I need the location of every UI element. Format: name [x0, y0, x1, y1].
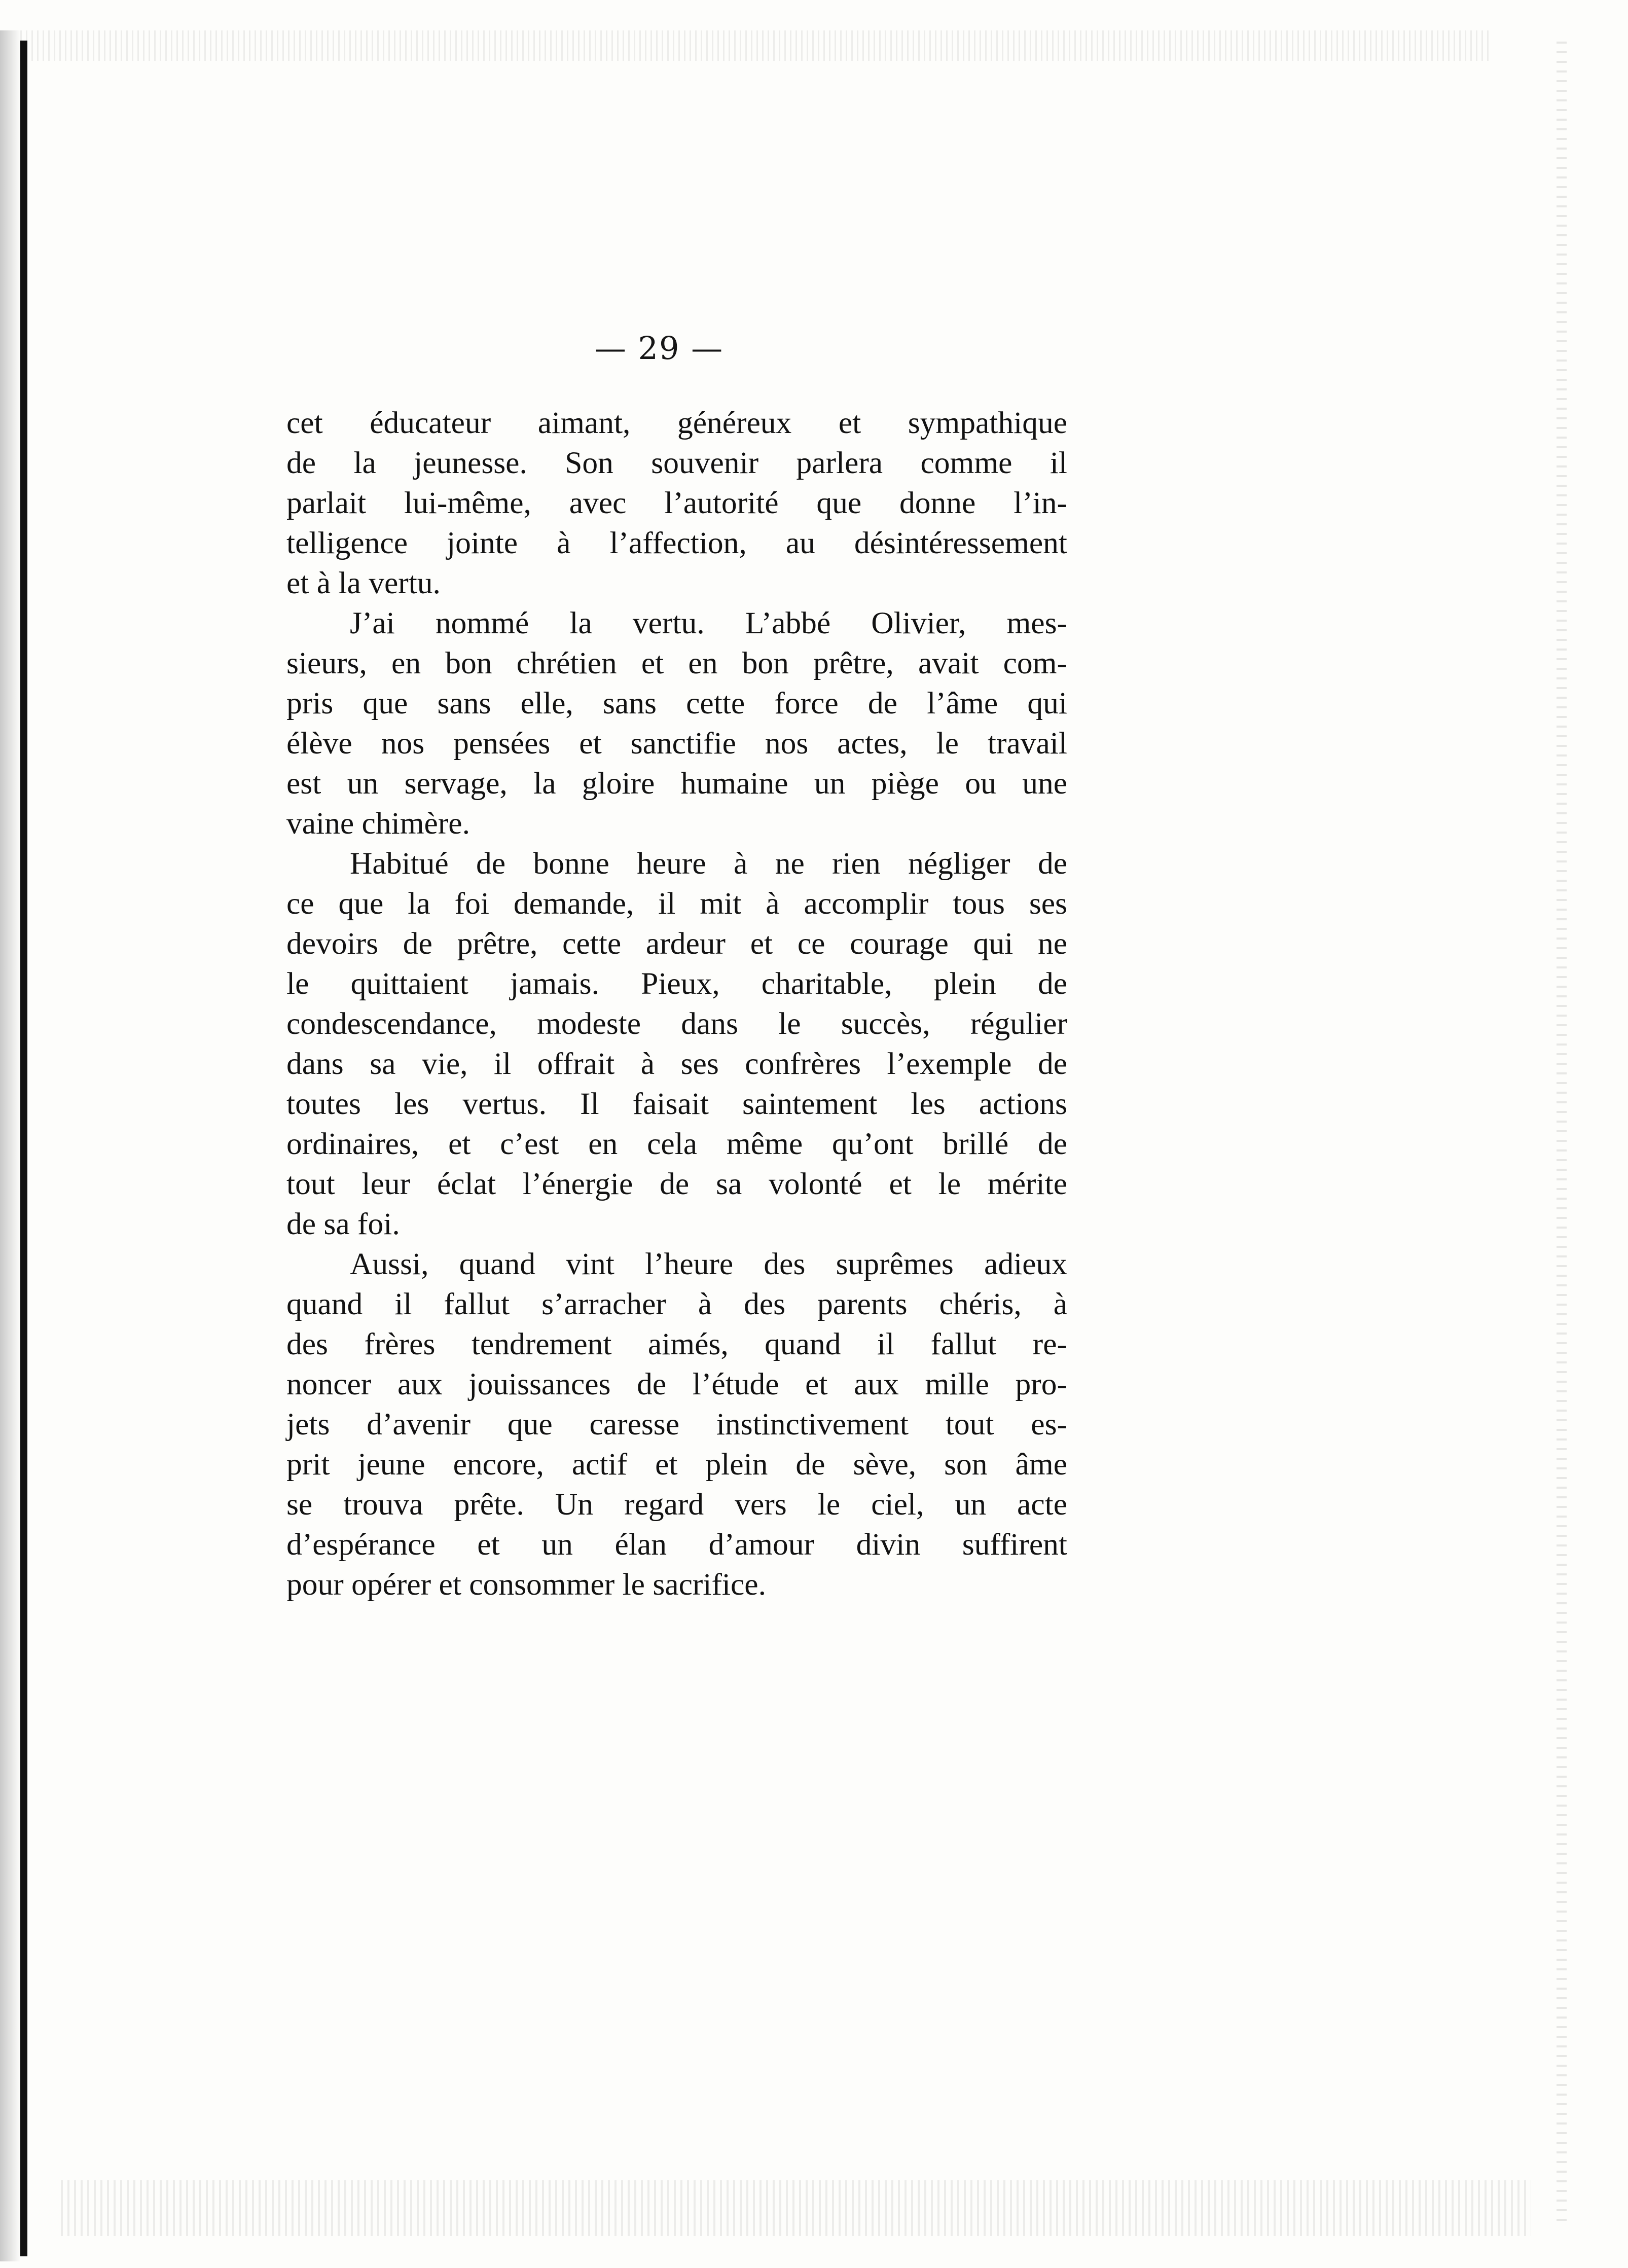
- scan-noise-right: [1557, 41, 1567, 2221]
- text-line: toutes les vertus. Il faisait saintement les actions: [286, 1087, 1067, 1121]
- text-line: cet éducateur aimant, généreux et sympathique: [286, 406, 1067, 440]
- text-line: pris que sans elle, sans cette force de l’âme qui: [286, 686, 1067, 721]
- text-line: jets d’avenir que caresse instinctivement tout es-: [286, 1407, 1067, 1442]
- text-line: J’ai nommé la vertu. L’abbé Olivier, mes-: [350, 606, 1067, 640]
- text-line: le quittaient jamais. Pieux, charitable, plein de: [286, 966, 1067, 1001]
- text-line: prit jeune encore, actif et plein de sève, son âme: [286, 1447, 1067, 1482]
- text-line: se trouva prête. Un regard vers le ciel, un acte: [286, 1487, 1067, 1522]
- text-line: sieurs, en bon chrétien et en bon prêtre, avait com-: [286, 646, 1067, 680]
- text-line: quand il fallut s’arracher à des parents chéris, à: [286, 1287, 1067, 1321]
- text-line: devoirs de prêtre, cette ardeur et ce courage qui ne: [286, 926, 1067, 961]
- page-number: — 29 —: [594, 330, 724, 367]
- text-line: pour opérer et consommer le sacrifice.: [286, 1567, 766, 1602]
- scan-noise-bottom: [61, 2180, 1531, 2236]
- body-text: [286, 403, 1067, 1605]
- paragraph: [286, 844, 1067, 1244]
- text-line: vaine chimère.: [286, 806, 470, 841]
- text-line: des frères tendrement aimés, quand il fallut re-: [286, 1327, 1067, 1361]
- text-line: élève nos pensées et sanctifie nos actes, le travail: [286, 726, 1067, 761]
- text-line: de sa foi.: [286, 1207, 400, 1241]
- text-line: tout leur éclat l’énergie de sa volonté et le mérite: [286, 1167, 1067, 1201]
- text-line: Aussi, quand vint l’heure des suprêmes adieux: [350, 1247, 1067, 1281]
- text-line: dans sa vie, il offrait à ses confrères l’exemple de: [286, 1047, 1067, 1081]
- binding-edge: [20, 41, 27, 2256]
- text-line: condescendance, modeste dans le succès, régulier: [286, 1006, 1067, 1041]
- text-line: ordinaires, et c’est en cela même qu’ont brillé de: [286, 1127, 1067, 1161]
- text-line: ce que la foi demande, il mit à accomplir tous ses: [286, 886, 1067, 921]
- text-line: parlait lui-même, avec l’autorité que donne l’in-: [286, 486, 1067, 520]
- text-line: et à la vertu.: [286, 566, 441, 600]
- paragraph: [286, 603, 1067, 844]
- text-line: Habitué de bonne heure à ne rien négliger de: [350, 846, 1067, 881]
- text-line: d’espérance et un élan d’amour divin suffirent: [286, 1527, 1067, 1562]
- paragraph: [286, 403, 1067, 603]
- text-line: noncer aux jouissances de l’étude et aux mille pro-: [286, 1367, 1067, 1401]
- paragraph: [286, 1244, 1067, 1605]
- scan-noise-top: [20, 30, 1491, 61]
- text-line: de la jeunesse. Son souvenir parlera comme il: [286, 446, 1067, 480]
- binding-shadow: [0, 30, 20, 2261]
- text-line: est un servage, la gloire humaine un piège ou une: [286, 766, 1067, 801]
- text-line: telligence jointe à l’affection, au désintéressement: [286, 526, 1067, 560]
